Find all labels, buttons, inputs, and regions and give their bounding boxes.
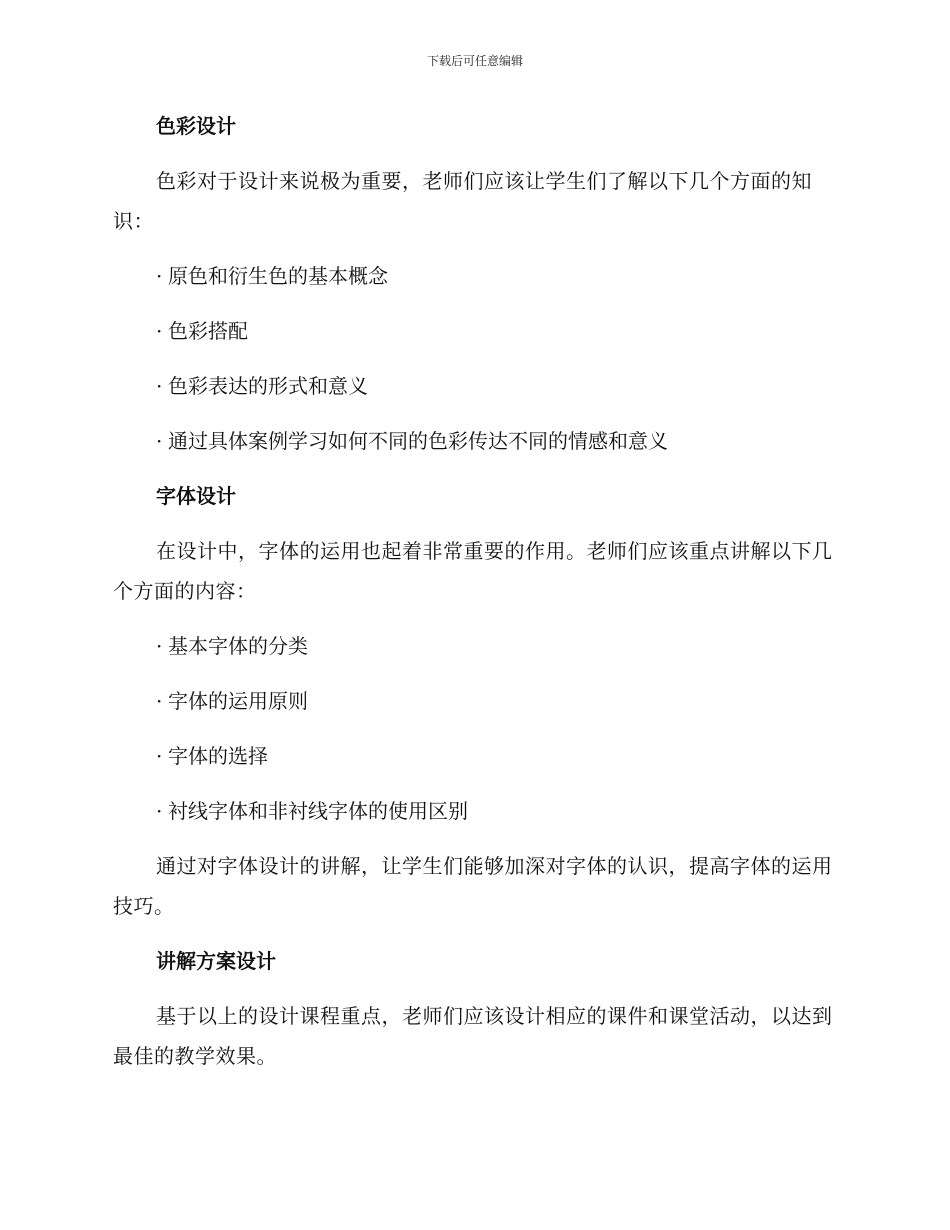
section-heading-lecture-plan: 讲解方案设计 xyxy=(156,949,276,973)
section-heading-color-design: 色彩设计 xyxy=(156,114,236,138)
document-body xyxy=(113,106,833,1091)
list-item xyxy=(113,626,833,666)
list-item-text: 原色和衍生色的基本概念 xyxy=(168,264,388,288)
section-closing-font-design: 通过对字体设计的讲解，让学生们能够加深对字体的认识，提高字体的运用技巧。 xyxy=(113,854,833,918)
list-item-text: 字体的运用原则 xyxy=(168,689,308,713)
list-item-text: 色彩表达的形式和意义 xyxy=(168,374,368,398)
section-intro-lecture-plan: 基于以上的设计课程重点，老师们应该设计相应的课件和课堂活动，以达到最佳的教学效果。 xyxy=(113,1004,833,1068)
bullet-icon: · xyxy=(156,689,163,713)
list-item-text: 基本字体的分类 xyxy=(168,634,308,658)
list-item xyxy=(113,366,833,406)
bullet-icon: · xyxy=(156,429,163,453)
list-item xyxy=(113,736,833,776)
list-item xyxy=(113,791,833,831)
bullet-icon: · xyxy=(156,264,163,288)
list-item xyxy=(113,311,833,351)
section-intro-color-design: 色彩对于设计来说极为重要，老师们应该让学生们了解以下几个方面的知识： xyxy=(113,169,812,233)
list-item xyxy=(113,421,833,461)
list-item-text: 通过具体案例学习如何不同的色彩传达不同的情感和意义 xyxy=(168,429,668,453)
bullet-icon: · xyxy=(156,374,163,398)
bullet-icon: · xyxy=(156,799,163,823)
list-item xyxy=(113,256,833,296)
bullet-icon: · xyxy=(156,744,163,768)
list-item-text: 衬线字体和非衬线字体的使用区别 xyxy=(168,799,468,823)
list-item-text: 色彩搭配 xyxy=(168,319,248,343)
bullet-icon: · xyxy=(156,319,163,343)
bullet-icon: · xyxy=(156,634,163,658)
page-header: 下载后可任意编辑 xyxy=(426,54,523,68)
list-item xyxy=(113,681,833,721)
section-intro-font-design: 在设计中，字体的运用也起着非常重要的作用。老师们应该重点讲解以下几个方面的内容： xyxy=(113,539,833,603)
list-item-text: 字体的选择 xyxy=(168,744,268,768)
section-heading-font-design: 字体设计 xyxy=(156,484,236,508)
